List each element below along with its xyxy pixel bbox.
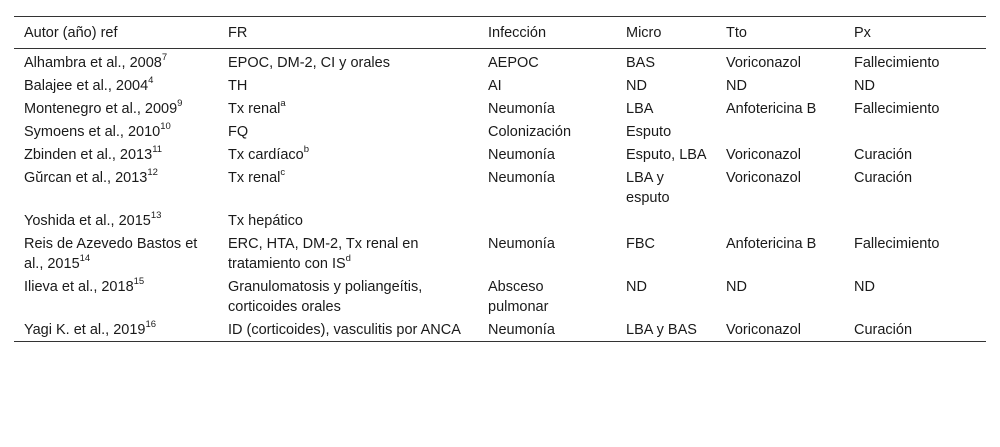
table-row bbox=[14, 120, 986, 143]
cell-author bbox=[14, 120, 218, 143]
cell-infeccion: Neumonía bbox=[488, 170, 555, 186]
table-header bbox=[14, 17, 986, 49]
fr-text: Tx renal bbox=[228, 170, 281, 186]
cell-infeccion: Neumonía bbox=[488, 147, 555, 163]
fr-footnote-superscript: b bbox=[303, 144, 310, 156]
fr-footnote-superscript: a bbox=[280, 98, 286, 110]
cell-micro: BAS bbox=[626, 55, 656, 71]
cell-infeccion bbox=[478, 209, 616, 232]
cell-infeccion: Colonización bbox=[488, 124, 572, 140]
cell-infeccion: AEPOC bbox=[488, 55, 539, 71]
ref-superscript: 13 bbox=[150, 210, 162, 222]
case-table-container bbox=[14, 16, 986, 342]
ref-superscript: 16 bbox=[145, 319, 157, 331]
table-row bbox=[14, 166, 986, 209]
table-row bbox=[14, 275, 986, 318]
cell-fr bbox=[218, 318, 478, 342]
ref-superscript: 9 bbox=[177, 98, 183, 110]
cell-tto: Voriconazol bbox=[726, 170, 801, 186]
cell-micro: ND bbox=[626, 279, 647, 295]
cell-tto: Voriconazol bbox=[726, 322, 801, 338]
cell-micro: LBA y BAS bbox=[626, 322, 697, 338]
author-text: Yoshida et al., 2015 bbox=[24, 213, 151, 229]
fr-text: Tx renal bbox=[228, 101, 281, 117]
cell-infeccion: Absceso pulmonar bbox=[488, 279, 549, 315]
author-text: Zbinden et al., 2013 bbox=[24, 147, 153, 163]
author-text: Ilieva et al., 2018 bbox=[24, 279, 134, 295]
cell-tto: ND bbox=[726, 78, 747, 94]
table-row bbox=[14, 49, 986, 75]
case-table bbox=[14, 16, 986, 342]
table-row bbox=[14, 74, 986, 97]
cell-fr bbox=[218, 209, 478, 232]
cell-tto: Anfotericina B bbox=[726, 236, 817, 252]
fr-text: ID (corticoides), vasculitis por ANCA bbox=[228, 322, 461, 338]
cell-px: Curación bbox=[854, 322, 913, 338]
cell-micro: FBC bbox=[626, 236, 655, 252]
header-author: Autor (año) ref bbox=[24, 24, 118, 41]
fr-footnote-superscript: c bbox=[280, 167, 286, 179]
cell-px: Fallecimiento bbox=[854, 101, 940, 117]
header-fr: FR bbox=[228, 24, 248, 41]
author-text: Balajee et al., 2004 bbox=[24, 78, 149, 94]
cell-micro: LBA bbox=[626, 101, 654, 117]
cell-author bbox=[14, 166, 218, 209]
cell-fr bbox=[218, 120, 478, 143]
header-tto: Tto bbox=[726, 24, 747, 41]
ref-superscript: 15 bbox=[133, 276, 145, 288]
cell-tto bbox=[716, 209, 844, 232]
author-text: Reis de Azevedo Bastos et al., 2015 bbox=[24, 236, 198, 272]
ref-superscript: 7 bbox=[161, 52, 168, 64]
header-px: Px bbox=[854, 24, 871, 41]
cell-fr bbox=[218, 275, 478, 318]
ref-superscript: 11 bbox=[152, 144, 163, 156]
author-text: Symoens et al., 2010 bbox=[24, 124, 161, 140]
fr-footnote-superscript: d bbox=[345, 253, 351, 265]
cell-infeccion: Neumonía bbox=[488, 236, 555, 252]
cell-micro: ND bbox=[626, 78, 647, 94]
ref-superscript: 10 bbox=[160, 121, 171, 133]
table-body bbox=[14, 49, 986, 342]
table-row bbox=[14, 97, 986, 120]
cell-fr bbox=[218, 49, 478, 75]
cell-px: ND bbox=[854, 279, 875, 295]
cell-px bbox=[844, 120, 986, 143]
fr-text: ERC, HTA, DM-2, Tx renal en tratamiento con IS bbox=[228, 236, 419, 272]
cell-author bbox=[14, 318, 218, 342]
cell-author bbox=[14, 143, 218, 166]
fr-text: Granulomatosis y poliangeítis, corticoides orales bbox=[228, 279, 423, 315]
ref-superscript: 14 bbox=[79, 253, 91, 265]
cell-micro bbox=[616, 209, 716, 232]
fr-text: Tx cardíaco bbox=[228, 147, 304, 163]
cell-author bbox=[14, 49, 218, 75]
cell-tto: ND bbox=[726, 279, 747, 295]
ref-superscript: 12 bbox=[147, 167, 158, 179]
fr-text: FQ bbox=[228, 124, 249, 140]
header-infeccion: Infección bbox=[488, 24, 547, 41]
cell-fr bbox=[218, 143, 478, 166]
ref-superscript: 4 bbox=[148, 75, 154, 87]
table-row bbox=[14, 209, 986, 232]
author-text: Alhambra et al., 2008 bbox=[24, 55, 162, 71]
table-row bbox=[14, 318, 986, 342]
cell-tto bbox=[716, 120, 844, 143]
table-row bbox=[14, 232, 986, 275]
cell-px: ND bbox=[854, 78, 875, 94]
cell-fr bbox=[218, 74, 478, 97]
cell-author bbox=[14, 97, 218, 120]
cell-tto: Voriconazol bbox=[726, 147, 801, 163]
header-row bbox=[14, 17, 986, 49]
cell-author bbox=[14, 275, 218, 318]
cell-px bbox=[844, 209, 986, 232]
cell-px: Curación bbox=[854, 170, 913, 186]
cell-author bbox=[14, 209, 218, 232]
cell-tto: Anfotericina B bbox=[726, 101, 817, 117]
cell-px: Fallecimiento bbox=[854, 55, 940, 71]
cell-micro: Esputo bbox=[626, 124, 672, 140]
author-text: Montenegro et al., 2009 bbox=[24, 101, 178, 117]
fr-text: EPOC, DM-2, CI y orales bbox=[228, 55, 390, 71]
cell-fr bbox=[218, 97, 478, 120]
header-micro: Micro bbox=[626, 24, 662, 41]
cell-infeccion: AI bbox=[488, 78, 502, 94]
cell-px: Curación bbox=[854, 147, 913, 163]
cell-px: Fallecimiento bbox=[854, 236, 940, 252]
cell-infeccion: Neumonía bbox=[488, 322, 555, 338]
cell-tto: Voriconazol bbox=[726, 55, 801, 71]
cell-author bbox=[14, 74, 218, 97]
cell-infeccion: Neumonía bbox=[488, 101, 555, 117]
cell-fr bbox=[218, 232, 478, 275]
cell-micro: Esputo, LBA bbox=[626, 147, 707, 163]
author-text: Gŭrcan et al., 2013 bbox=[24, 170, 148, 186]
cell-micro: LBA y esputo bbox=[626, 170, 670, 206]
cell-author bbox=[14, 232, 218, 275]
table-row bbox=[14, 143, 986, 166]
fr-text: Tx hepático bbox=[228, 213, 303, 229]
author-text: Yagi K. et al., 2019 bbox=[24, 322, 146, 338]
cell-fr bbox=[218, 166, 478, 209]
fr-text: TH bbox=[228, 78, 248, 94]
